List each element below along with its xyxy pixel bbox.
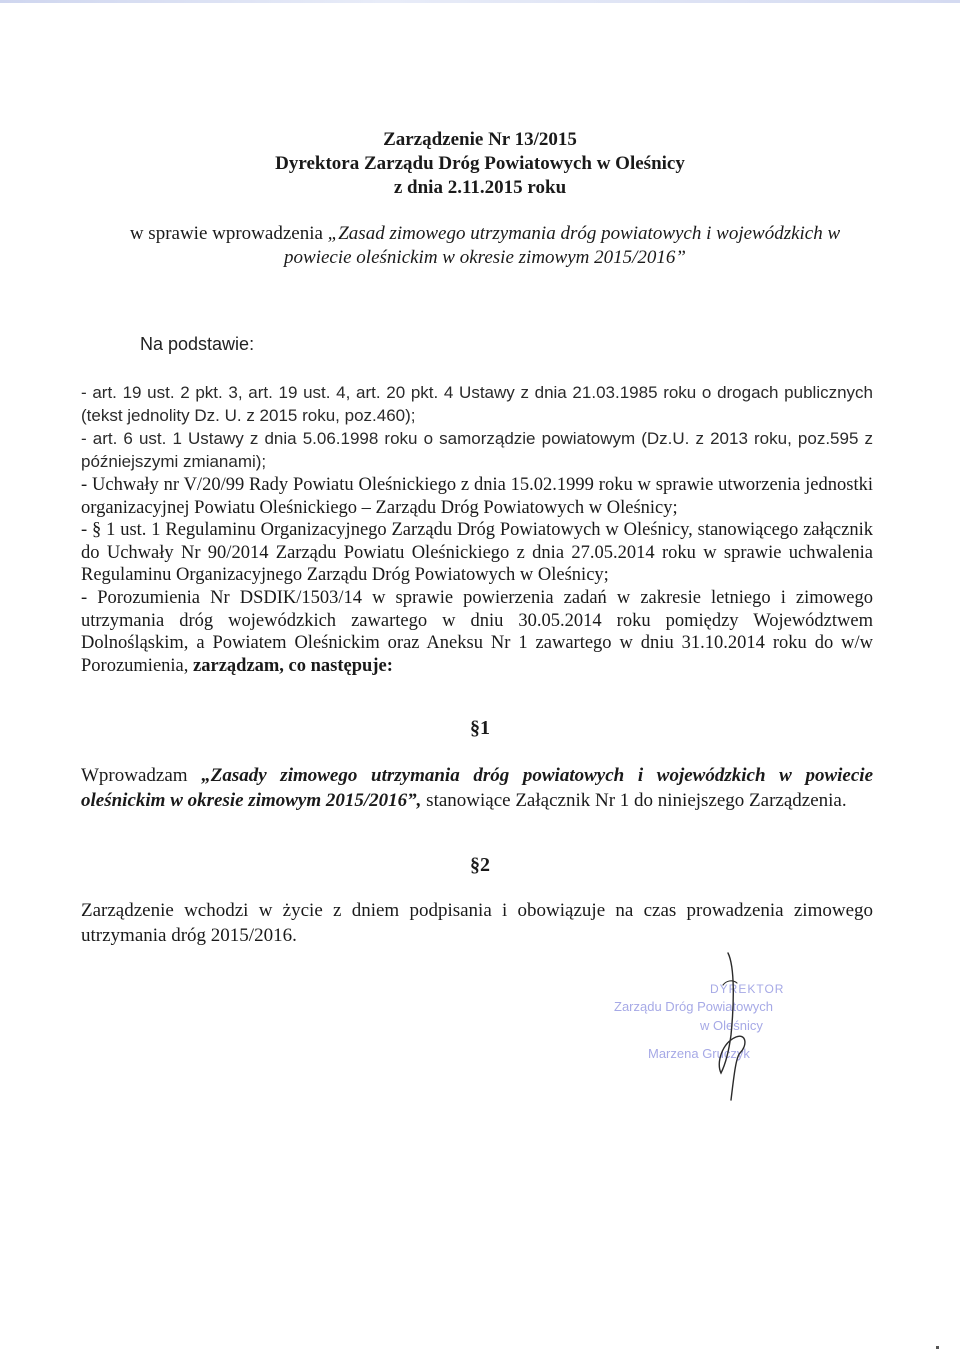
document-date: z dnia 2.11.2015 roku — [393, 177, 567, 198]
issuer-line: Dyrektora Zarządu Dróg Powiatowych w Oleśnicy — [275, 153, 685, 174]
stamp-line: Zarządu Dróg Powiatowych — [614, 999, 773, 1014]
section-heading: §2 — [470, 854, 490, 876]
section-heading: §1 — [470, 717, 490, 739]
decision-statement: zarządzam, co następuje: — [193, 655, 393, 676]
legal-basis-item — [81, 587, 873, 677]
legal-basis-item: - art. 6 ust. 1 Ustawy z dnia 5.06.1998 roku o samorządzie powiatowym (Dz.U. z 2013 roku, poz.595 z późniejszymi zmianami); — [81, 429, 873, 471]
subject-prefix: w sprawie wprowadzenia — [129, 223, 328, 244]
document-title: Zarządzenie Nr 13/2015 — [383, 129, 577, 150]
legal-basis-item: - § 1 ust. 1 Regulaminu Organizacyjnego Zarządu Dróg Powiatowych w Oleśnicy, stanowiącego załącznik do Uchwały Nr 90/2014 Zarządu Powiatu Oleśnickiego z dnia 27.05.2014 roku w sprawie uchwalenia Regulaminu Organizacyjnego Zarządu Dróg Powiatowych w Oleśnicy; — [81, 520, 873, 585]
scan-speck — [936, 1346, 939, 1349]
document-subject — [95, 222, 875, 270]
subject-title-part2: powiecie oleśnickim w okresie zimowym 2015/2016” — [284, 247, 686, 268]
handwritten-signature — [690, 945, 780, 1115]
section1-text — [81, 763, 873, 813]
subject-title-part1: „Zasad zimowego utrzymania dróg powiatowych i wojewódzkich w — [327, 223, 841, 244]
legal-basis-item: - art. 19 ust. 2 pkt. 3, art. 19 ust. 4, art. 20 pkt. 4 Ustawy z dnia 21.03.1985 roku o drogach publicznych (tekst jednolity Dz. U. z 2015 roku, poz.460); — [81, 383, 873, 425]
stamp-line: DYREKTOR — [710, 982, 785, 996]
legal-basis-intro: Na podstawie: — [140, 334, 255, 354]
section2-text: Zarządzenie wchodzi w życie z dniem podpisania i obowiązuje na czas prowadzenia zimowego utrzymania dróg 2015/2016. — [81, 900, 873, 946]
section1-text-prefix: Wprowadzam — [81, 765, 202, 786]
legal-basis-item-text: - Porozumienia Nr DSDIK/1503/14 w sprawie powierzenia zadań w zakresie letniego i zimowego utrzymania dróg wojewódzkich zawartego w dniu 30.05.2014 roku pomiędzy Województwem Dolnośląskim, a Powiatem Oleśnickim oraz Aneksu Nr 1 zawartego w dniu 31.10.2014 roku do w/w Porozumienia, — [81, 588, 873, 676]
section1-text-suffix: stanowiące Załącznik Nr 1 do niniejszego Zarządzenia. — [421, 790, 847, 811]
stamp-line: Marzena Gruczyk — [648, 1046, 750, 1061]
section1-document-name: „Zasady zimowego utrzymania dróg powiatowych i wojewódzkich w powiecie oleśnickim w okresie zimowym 2015/2016”, — [81, 765, 874, 811]
legal-basis-item: - Uchwały nr V/20/99 Rady Powiatu Oleśnickiego z dnia 15.02.1999 roku w sprawie utworzenia jednostki organizacyjnej Powiatu Oleśnickiego – Zarządu Dróg Powiatowych w Oleśnicy; — [81, 475, 873, 518]
stamp-line: w Oleśnicy — [700, 1018, 763, 1033]
